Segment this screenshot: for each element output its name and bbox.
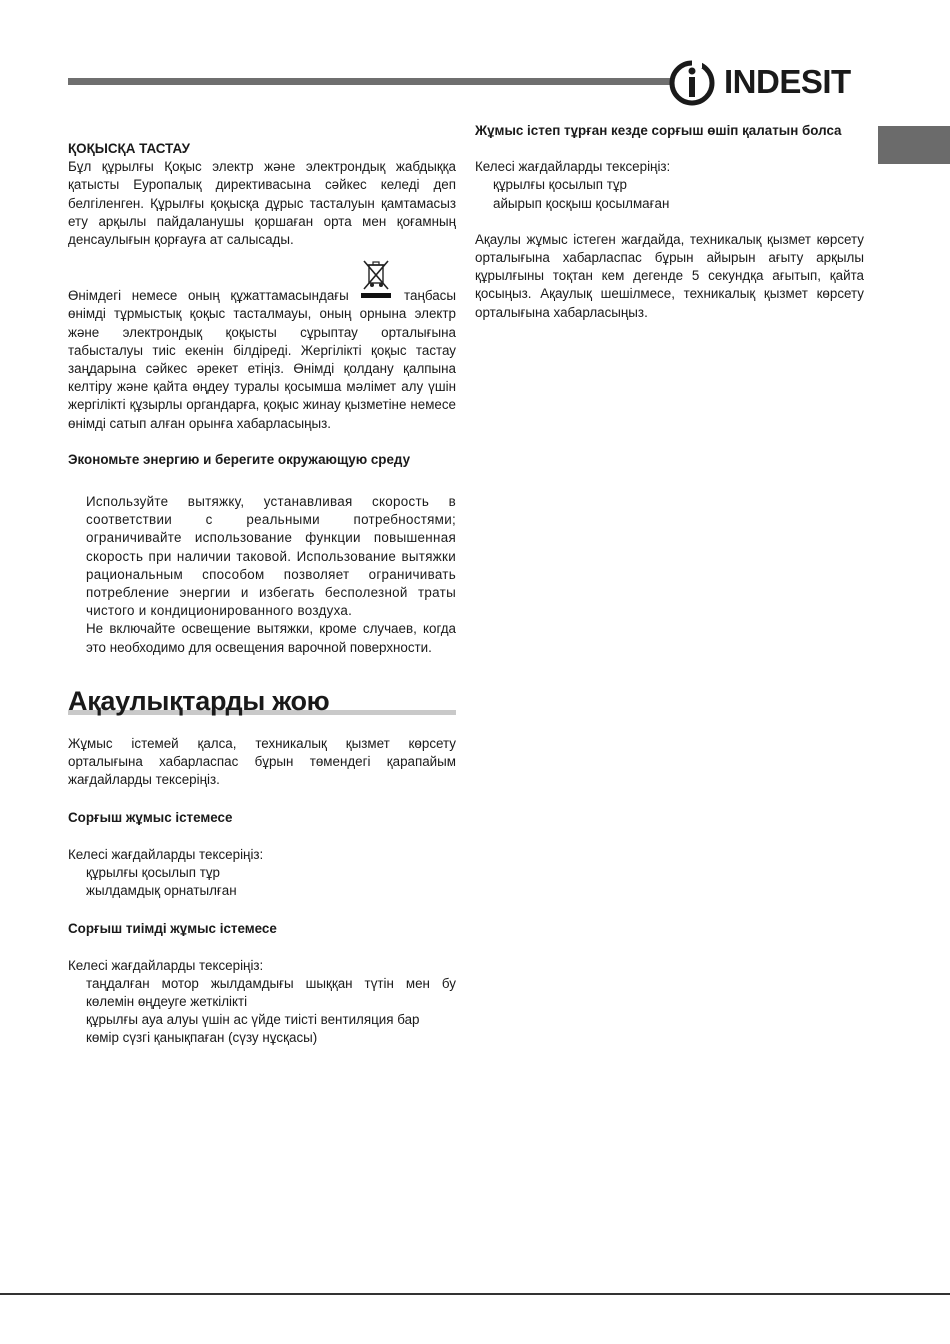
header-rule: [68, 78, 674, 85]
no-work-check: Келесі жағдайларды тексеріңіз:: [68, 846, 264, 862]
brand-name: INDESIT: [724, 63, 851, 100]
weak-item-1: таңдалған мотор жылдамдығы шыққан түтін мен бу көлемін өңдеуге жеткілікті: [86, 975, 456, 1009]
energy-heading: Экономьте энергию и берегите окружающую среду: [68, 451, 411, 467]
logo-emblem-icon: [668, 56, 720, 110]
disposal-paragraph-1: Бұл құрылғы Қоқыс электр және электрондық жабдыққа қатысты Еуропалық директивасына сәйкес келеді деп белгіленген. Құрылғы қоқысқа дұрыс тасталуын қамтамасыз ету арқылы пайдаланушы қоршаған орта мен қоғамның денсаулығын қорғауға ат салысады.: [68, 159, 456, 248]
weak-heading: Сорғыш тиімді жұмыс істемесе: [68, 921, 277, 937]
off-check: Келесі жағдайларды тексеріңіз:: [475, 159, 671, 175]
no-work-item-2: жылдамдық орнатылған: [86, 883, 237, 899]
crossed-bin-icon: [361, 259, 391, 291]
disposal-paragraph-2a: Өнімдегі немесе оның құжаттамасындағы: [68, 288, 349, 304]
off-heading: Жұмыс істеп тұрған кезде сорғыш өшіп қалатын болса: [475, 123, 842, 138]
indesit-logo: [668, 56, 868, 110]
disposal-paragraph-2: [68, 287, 456, 433]
weak-item-3: көмір сүзгі қанықпаған (сүзу нұсқасы): [86, 1030, 318, 1046]
right-column: [475, 122, 864, 322]
off-item-1: құрылғы қосылып тұр: [493, 177, 627, 193]
weak-check: Келесі жағдайларды тексеріңіз:: [68, 957, 264, 973]
off-text: Ақаулы жұмыс істеген жағдайда, техникалық қызмет көрсету орталығына хабарласпас бұрын айырын ағыту арқылы құрылғыны тоқтан кем дегенде 5 секундқа ағытып, қайта қосыңыз. Ақаулық шешілмесе, техникалық қызмет көрсету орталығына хабарласыңыз.: [475, 231, 864, 320]
weak-item-2: құрылғы ауа алуы үшін ас үйде тиісті вентиляция бар: [86, 1012, 420, 1028]
disposal-heading: ҚОҚЫСҚА ТАСТАУ: [68, 141, 190, 156]
footer-rule: [0, 1293, 950, 1295]
troubleshoot-title: Ақаулықтарды жою: [68, 685, 330, 716]
disposal-paragraph-2b: таңбасы өнімді тұрмыстық қоқыс тасталмауы, оның орнына электр және электрондық қоқысты сұрыптау орталығына табысталуы тиіс екенін білдіреді. Жергілікті қоқыс тастау заңдарына сәйкес әрекет етіңіз. Өнімді қолдану қалпына келтіру және қайта өңдеу туралы қосымша мәлімет алу үшін жергілікті құзырлы органдарға, қоқыс жинау қызметіне немесе өнімді сатып алған орынға хабарласыңыз.: [68, 288, 456, 431]
no-work-heading: Сорғыш жұмыс істемесе: [68, 810, 233, 826]
energy-item-1: Используйте вытяжку, устанавливая скорость в соответствии с реальными потребностями; ограничивайте использование функции повышенная скорость при наличии таковой. Использование вытяжки рациональным способом позволяет ограничивать потребление энергии и избегать бесполезной траты чистого и кондиционированного воздуха.: [86, 494, 456, 619]
black-bar-symbol: [361, 293, 391, 298]
troubleshoot-intro: Жұмыс істемей қалса, техникалық қызмет көрсету орталығына хабарласпас бұрын төмендегі қарапайым жағдайларды тексеріңіз.: [68, 735, 456, 788]
language-tab-marker: [878, 126, 950, 164]
energy-item-2: Не включайте освещение вытяжки, кроме случаев, когда это необходимо для освещения варочной поверхности.: [86, 621, 456, 655]
no-work-item-1: құрылғы қосылып тұр: [86, 864, 220, 880]
off-item-2: айырып қосқыш қосылмаған: [493, 195, 670, 211]
left-column: [68, 140, 456, 1048]
